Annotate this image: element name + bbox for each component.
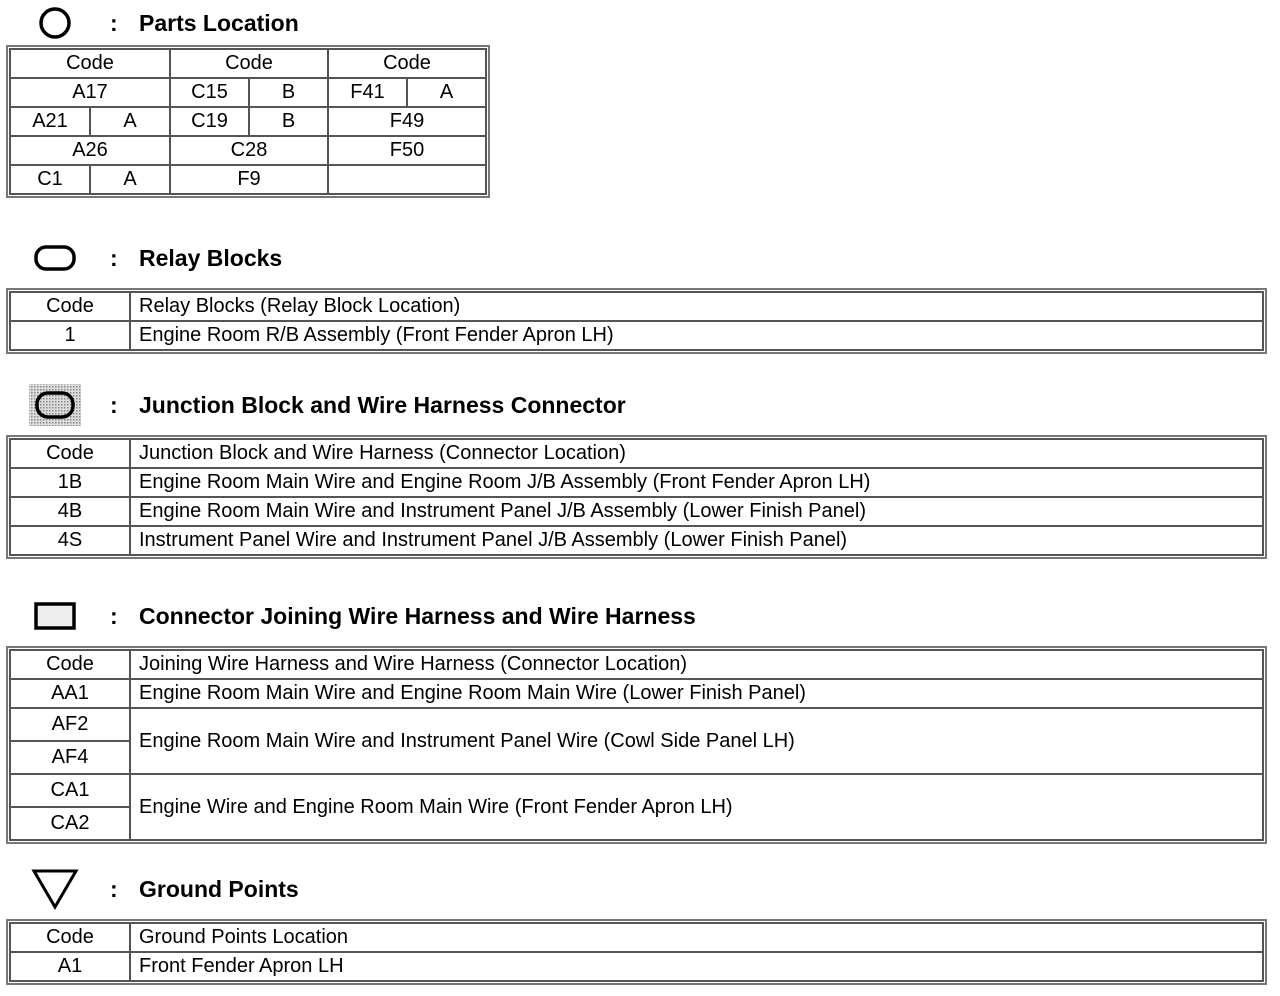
circle-icon: [28, 3, 82, 43]
desc-cell: Engine Room R/B Assembly (Front Fender Apron LH): [130, 321, 1263, 350]
code-cell: C19: [170, 107, 249, 136]
code-cell: C1: [10, 165, 90, 194]
code-cell: AF4: [11, 740, 129, 773]
code-cell: AA1: [10, 679, 130, 708]
desc-cell: Engine Room Main Wire and Instrument Panel J/B Assembly (Lower Finish Panel): [130, 497, 1263, 526]
column-header-desc: Relay Blocks (Relay Block Location): [130, 292, 1263, 321]
shaded-rounded-rect-icon: [28, 385, 82, 425]
section-colon: :: [110, 603, 118, 629]
section-colon: :: [110, 245, 118, 271]
column-header-code: Code: [10, 292, 130, 321]
column-header-desc: Joining Wire Harness and Wire Harness (Connector Location): [130, 650, 1263, 679]
code-cell: A17: [10, 78, 170, 107]
code-cell: F49: [328, 107, 486, 136]
connector-joining-header: [0, 596, 1280, 636]
relay-blocks-header: [0, 238, 1280, 278]
code-cell-pair: [10, 774, 130, 840]
code-cell: 4B: [10, 497, 130, 526]
code-cell: F50: [328, 136, 486, 165]
code-cell: F9: [170, 165, 328, 194]
junction-block-table: [9, 438, 1264, 556]
code-cell: 1: [10, 321, 130, 350]
code-cell: 1B: [10, 468, 130, 497]
code-cell: C15: [170, 78, 249, 107]
ground-points-table: [9, 922, 1264, 982]
column-header-code: Code: [10, 650, 130, 679]
ref-cell: A: [90, 165, 170, 194]
empty-cell: [328, 165, 486, 194]
code-cell: CA1: [50, 779, 90, 801]
desc-cell: Engine Wire and Engine Room Main Wire (Front Fender Apron LH): [130, 774, 1263, 840]
rectangle-icon: [28, 596, 82, 636]
code-cell: AF2: [51, 713, 89, 735]
column-header: Code: [170, 49, 328, 78]
section-title-junction-block: Junction Block and Wire Harness Connector: [139, 392, 626, 418]
section-title-ground-points: Ground Points: [139, 876, 299, 902]
parts-location-table: [9, 48, 487, 195]
code-cell: A26: [10, 136, 170, 165]
desc-cell: Engine Room Main Wire and Engine Room J/B Assembly (Front Fender Apron LH): [130, 468, 1263, 497]
section-colon: :: [110, 876, 118, 902]
code-cell: CA2: [11, 806, 129, 839]
section-colon: :: [110, 10, 118, 36]
desc-cell: Engine Room Main Wire and Engine Room Main Wire (Lower Finish Panel): [130, 679, 1263, 708]
rounded-rect-icon: [28, 238, 82, 278]
triangle-down-icon: [28, 869, 82, 909]
column-header: Code: [328, 49, 486, 78]
column-header: Code: [10, 49, 170, 78]
code-cell: F41: [328, 78, 407, 107]
relay-blocks-table: [9, 291, 1264, 351]
column-header-desc: Ground Points Location: [130, 923, 1263, 952]
section-title-relay-blocks: Relay Blocks: [139, 245, 283, 271]
desc-cell: Instrument Panel Wire and Instrument Panel J/B Assembly (Lower Finish Panel): [130, 526, 1263, 555]
column-header-code: Code: [10, 439, 130, 468]
section-colon: :: [110, 392, 118, 418]
parts-location-header: [0, 3, 1280, 43]
junction-block-header: [0, 385, 1280, 425]
desc-cell: Front Fender Apron LH: [130, 952, 1263, 981]
column-header-code: Code: [10, 923, 130, 952]
connector-joining-table: [9, 649, 1264, 841]
section-title-parts-location: Parts Location: [139, 10, 299, 36]
section-title-connector-joining: Connector Joining Wire Harness and Wire Harness: [139, 603, 696, 629]
desc-cell: Engine Room Main Wire and Instrument Panel Wire (Cowl Side Panel LH): [130, 708, 1263, 774]
code-cell: 4S: [10, 526, 130, 555]
ref-cell: A: [90, 107, 170, 136]
column-header-desc: Junction Block and Wire Harness (Connector Location): [130, 439, 1263, 468]
ground-points-header: [0, 869, 1280, 909]
ref-cell: B: [249, 107, 328, 136]
code-cell-pair: [10, 708, 130, 774]
code-cell: A1: [10, 952, 130, 981]
ref-cell: B: [249, 78, 328, 107]
ref-cell: A: [407, 78, 486, 107]
code-cell: A21: [10, 107, 90, 136]
code-cell: C28: [170, 136, 328, 165]
